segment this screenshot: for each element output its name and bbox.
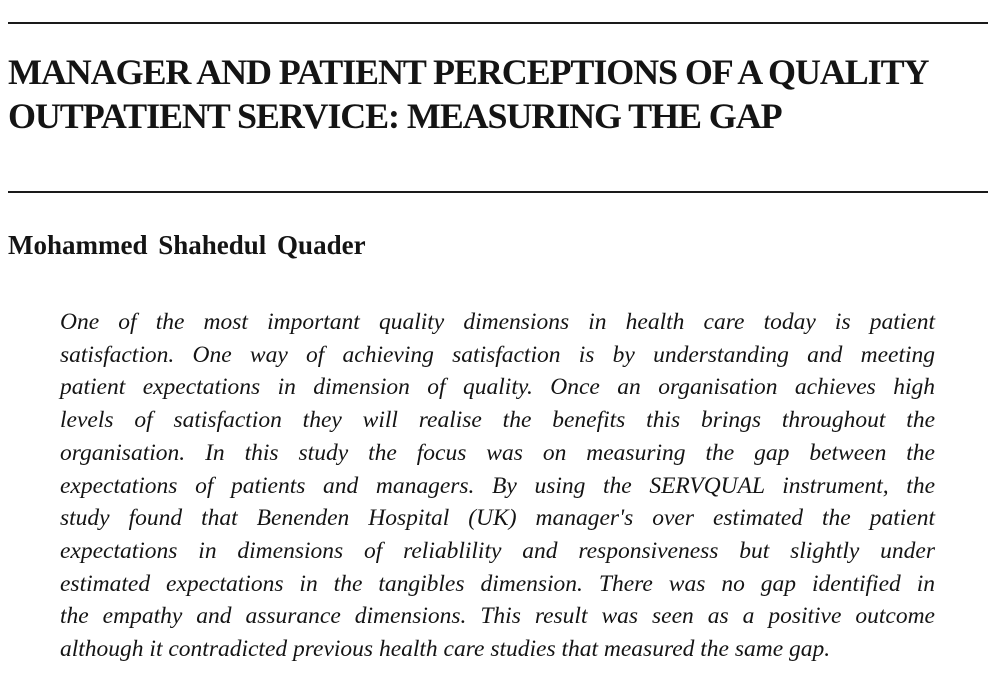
bottom-rule: [8, 191, 988, 193]
abstract-line: study found that Benenden Hospital (UK) manager's over estimated the patient: [60, 505, 935, 532]
paper-title: [8, 50, 993, 138]
abstract-line: the empathy and assurance dimensions. This result was seen as a positive outcome: [60, 603, 935, 630]
title-line: MANAGER AND PATIENT PERCEPTIONS OF A QUALITY: [8, 52, 929, 92]
abstract-line: levels of satisfaction they will realise the benefits this brings throughout the: [60, 407, 935, 434]
abstract-line: expectations of patients and managers. By using the SERVQUAL instrument, the: [60, 472, 935, 499]
abstract-line: although it contradicted previous health care studies that measured the same gap.: [60, 636, 831, 663]
abstract-line: estimated expectations in the tangibles dimension. There was no gap identified in: [60, 570, 935, 597]
abstract-line: organisation. In this study the focus was on measuring the gap between the: [60, 439, 935, 466]
title-line: OUTPATIENT SERVICE: MEASURING THE GAP: [8, 96, 782, 136]
author-name: Mohammed Shahedul Quader: [8, 230, 366, 260]
abstract-line: satisfaction. One way of achieving satisfaction is by understanding and meeting: [60, 341, 935, 368]
abstract: [60, 306, 935, 666]
abstract-line: patient expectations in dimension of quality. Once an organisation achieves high: [60, 374, 935, 401]
abstract-line: One of the most important quality dimensions in health care today is patient: [60, 309, 935, 335]
top-rule: [8, 22, 988, 24]
abstract-line: expectations in dimensions of reliablility and responsiveness but slightly under: [60, 537, 935, 564]
